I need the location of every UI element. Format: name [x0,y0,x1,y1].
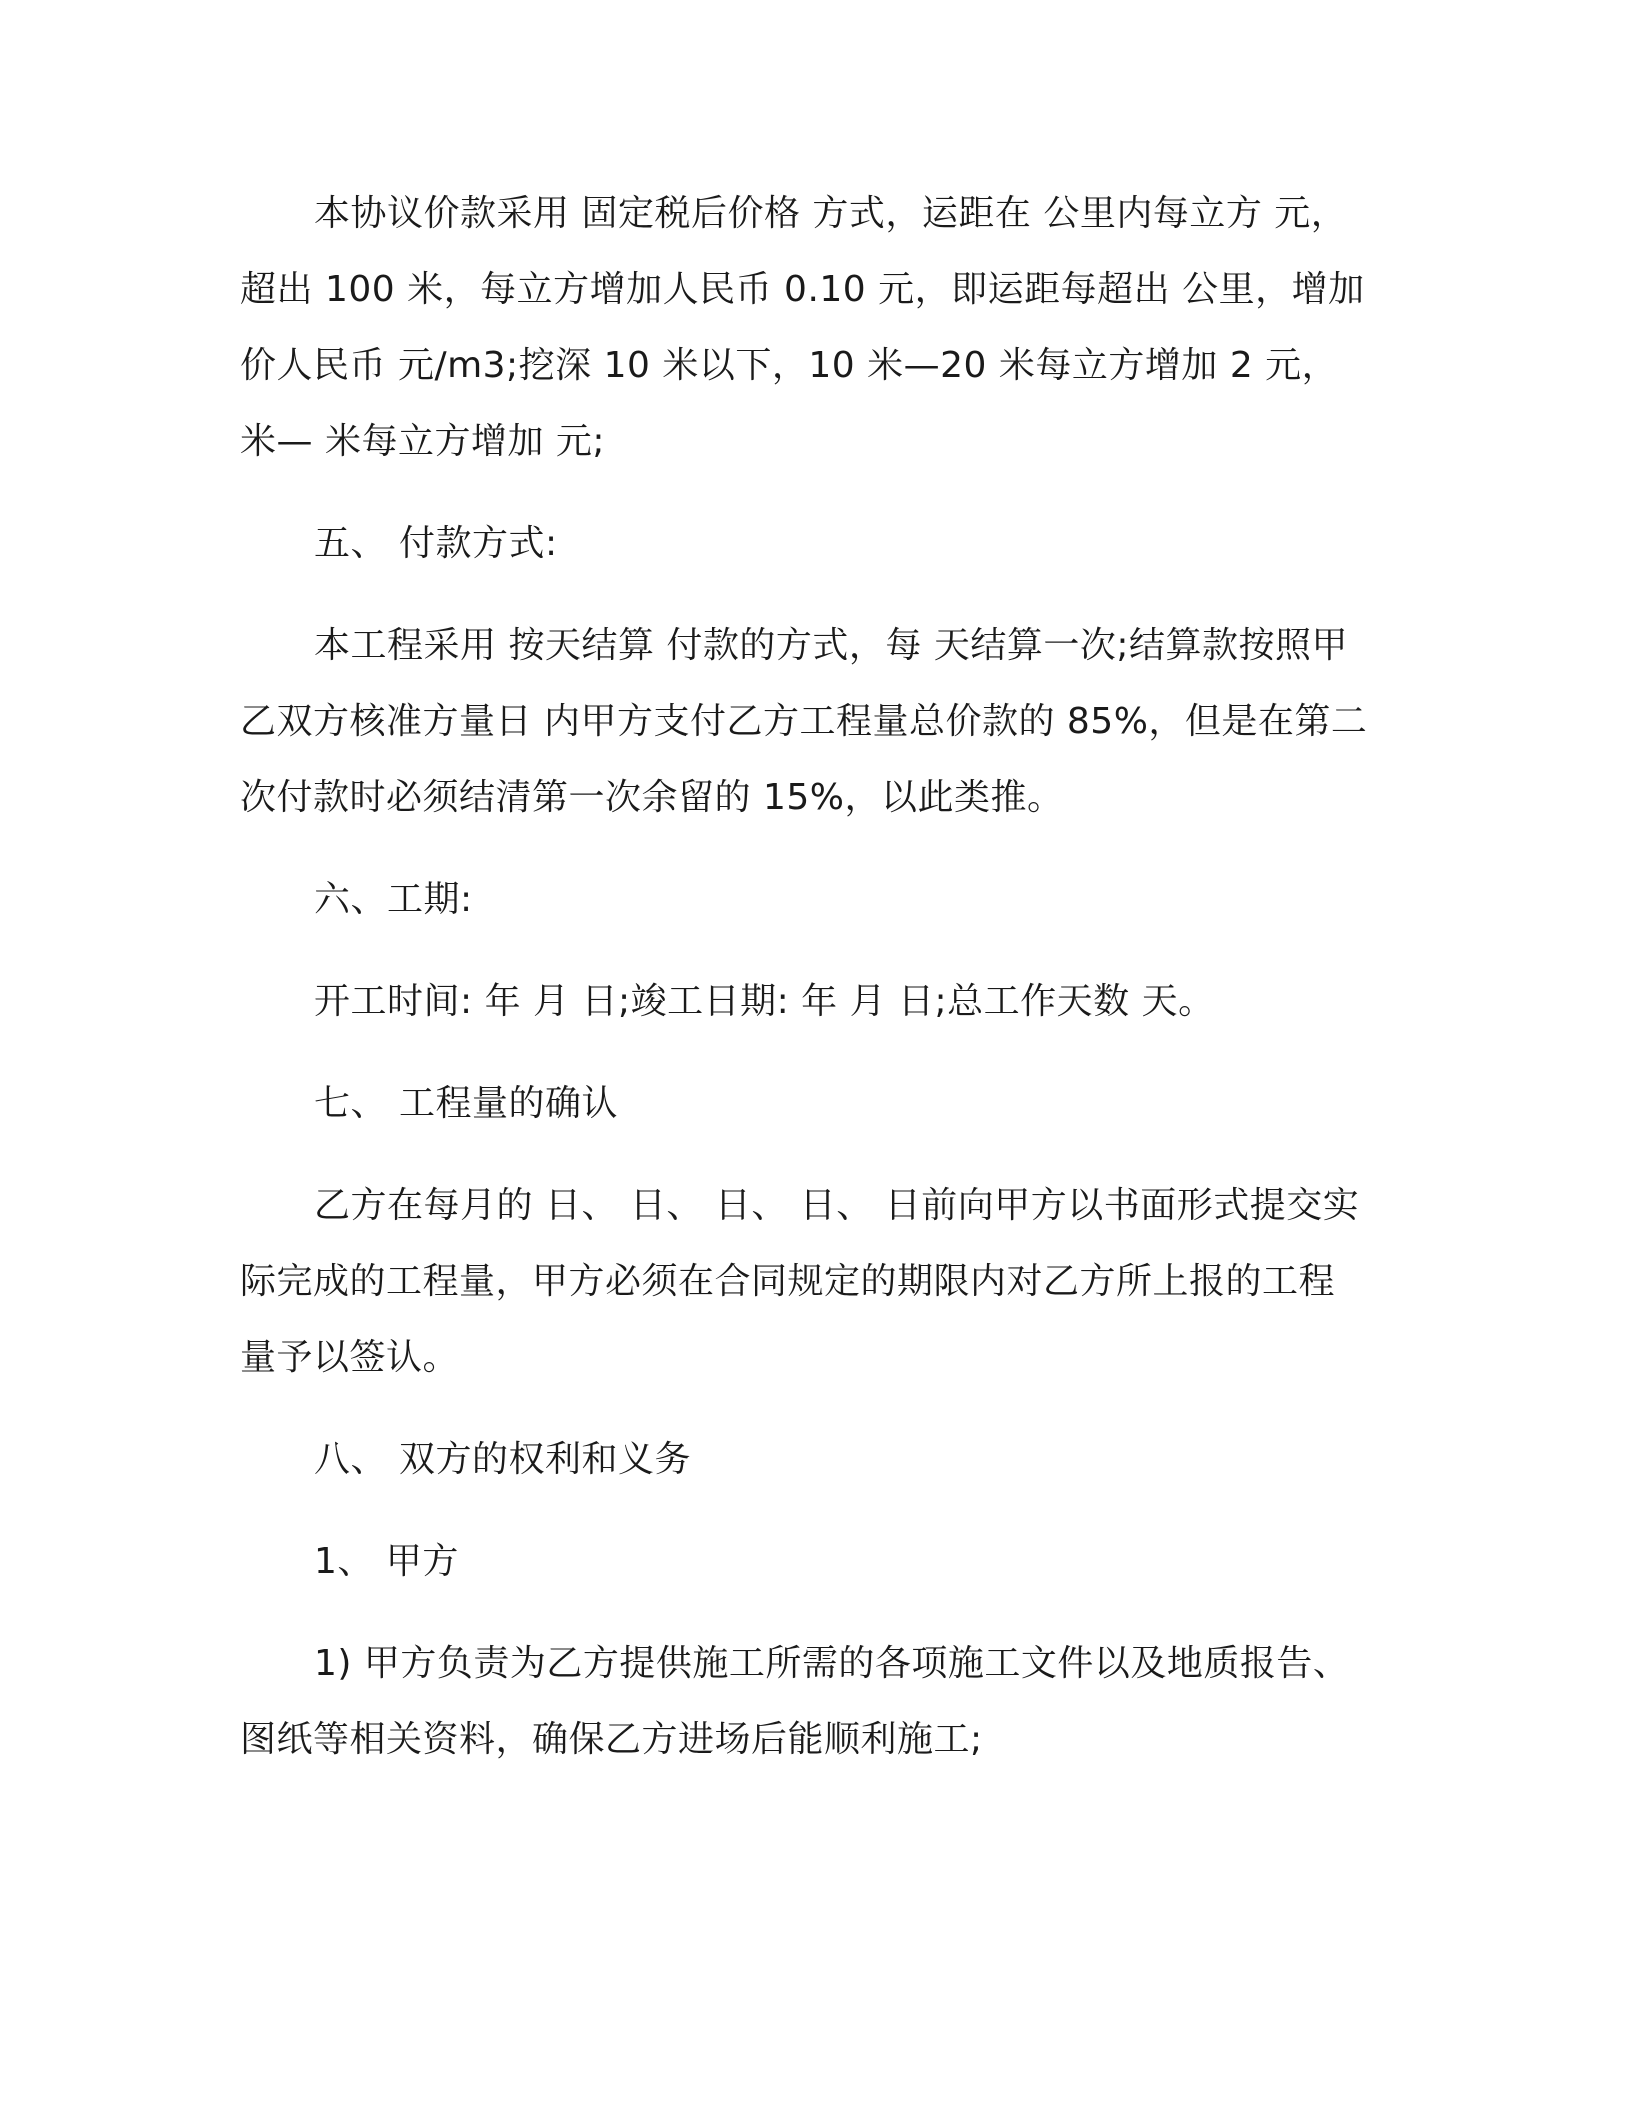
section-heading: 七、 工程量的确认 [314,1083,618,1124]
paragraph-line: 本工程采用 按天结算 付款的方式，每 天结算一次;结算款按照甲 [314,625,1348,666]
paragraph-line: 超出 100 米，每立方增加人民币 0.10 元，即运距每超出 公里，增加 [240,269,1365,310]
paragraph-line: 图纸等相关资料，确保乙方进场后能顺利施工; [240,1719,983,1760]
paragraph-line: 乙双方核准方量日 内甲方支付乙方工程量总价款的 85%，但是在第二 [240,701,1368,742]
paragraph-line: 际完成的工程量，甲方必须在合同规定的期限内对乙方所上报的工程 [240,1261,1336,1302]
paragraph-line: 1) 甲方负责为乙方提供施工所需的各项施工文件以及地质报告、 [314,1643,1350,1684]
section-heading: 五、 付款方式: [314,523,558,564]
section-heading: 六、工期: [314,879,473,920]
paragraph-line: 本协议价款采用 固定税后价格 方式，运距在 公里内每立方 元， [314,193,1348,234]
paragraph-line: 米— 米每立方增加 元; [240,421,606,462]
paragraph-line: 量予以签认。 [240,1337,460,1378]
subsection-heading: 1、 甲方 [314,1541,459,1582]
paragraph-line: 价人民币 元/m3;挖深 10 米以下，10 米—20 米每立方增加 2 元， [240,345,1339,386]
section-heading: 八、 双方的权利和义务 [314,1439,691,1480]
paragraph-line: 乙方在每月的 日、 日、 日、 日、 日前向甲方以书面形式提交实 [314,1185,1360,1226]
paragraph-line: 次付款时必须结清第一次余留的 15%，以此类推。 [240,777,1064,818]
paragraph-line: 开工时间: 年 月 日;竣工日期: 年 月 日;总工作天数 天。 [314,981,1215,1022]
